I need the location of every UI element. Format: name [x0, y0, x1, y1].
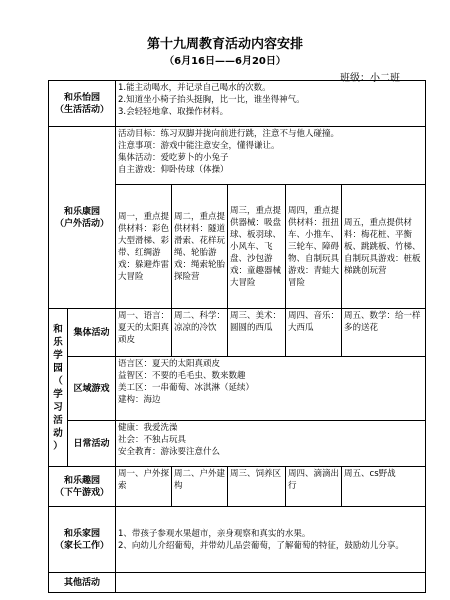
row-other [49, 573, 426, 593]
area-line: 美工区：一串葡萄、冰淇淋（延续） [118, 383, 255, 393]
group-activity-label: 集体活动 [68, 309, 116, 357]
row-learning-group [49, 309, 426, 357]
area-content [116, 357, 426, 421]
games-day-mon: 周一、户外探索 [116, 467, 172, 507]
daily-line: 安全教育：游泳要注意什么 [118, 447, 221, 457]
outdoor-day-tue: 周二，重点提供材料：隧道滑索、花样玩绳、轮胎游戏：绳索轮胎探险营 [172, 185, 228, 309]
section-other: 其他活动 [49, 573, 116, 593]
outdoor-day-wed: 周三，重点提供器械：吸盘球、板羽球、小风车、飞盘、沙包游戏：童趣器械大冒险 [228, 185, 286, 309]
section-learning: 和 乐 学 园 （ 学 习 活 动 ） [49, 309, 68, 467]
games-day-fri: 周五、cs野战 [342, 467, 426, 507]
group-day-fri: 周五、数学：给一样多的送花 [342, 309, 426, 357]
row-outdoor-top [49, 127, 426, 185]
life-line: 1.能主动喝水，并记录自己喝水的次数。 [118, 83, 271, 93]
section-life: 和乐怡园 （生活活动） [49, 81, 116, 127]
life-line: 2.知道坐小椅子抬头挺胸，比一比，谁坐得神气。 [118, 95, 305, 105]
life-content [116, 81, 426, 127]
home-line: 2、向幼儿介绍葡萄，并带幼儿品尝葡萄，了解葡萄的特征，鼓励幼儿分享。 [118, 540, 404, 551]
outdoor-day-thu: 周四，重点提供材料：扭扭车、小推车、三轮车、障碍物、自制玩具游戏：青蛙大冒险 [286, 185, 342, 309]
daily-content [116, 421, 426, 467]
group-day-thu: 周四、音乐：大西瓜 [286, 309, 342, 357]
other-content [116, 573, 426, 593]
home-content [116, 507, 426, 573]
row-home [49, 507, 426, 573]
date-range: （6月16日——6月20日） [164, 56, 286, 67]
row-games [49, 467, 426, 507]
outdoor-day-mon: 周一，重点提供材料：彩色大型滑梯、彩带、红绸游戏：躲避炸雷大冒险 [116, 185, 172, 309]
group-day-tue: 周二、科学：凉凉的冷饮 [172, 309, 228, 357]
life-line: 3.会轻轻地拿、取操作材料。 [118, 107, 229, 117]
group-day-mon: 周一、语言：夏天的太阳真顽皮 [116, 309, 172, 357]
section-home: 和乐家园 （家长工作） [49, 507, 116, 573]
row-learning-area [49, 357, 426, 421]
area-line: 益智区：不要的毛毛虫、数来数趣 [118, 371, 246, 381]
row-learning-daily [49, 421, 426, 467]
section-outdoor: 和乐康园 （户外活动） [49, 127, 116, 309]
section-games: 和乐趣园 （下午游戏） [49, 467, 116, 507]
row-life [49, 81, 426, 127]
outdoor-day-fri: 周五，重点提供材料：梅花桩、平衡板、跳跳板、竹梯、自制玩具游戏：桩板梯跳创玩营 [342, 185, 426, 309]
home-line: 1、带孩子参观水果超市，亲身观察和真实的水果。 [118, 528, 311, 539]
area-line: 语言区：夏天的太阳真顽皮 [118, 359, 221, 369]
daily-line: 社会：不独占玩具 [118, 435, 187, 445]
area-game-label: 区域游戏 [68, 357, 116, 421]
area-line: 建构：海边 [118, 395, 161, 405]
daily-activity-label: 日常活动 [68, 421, 116, 467]
games-day-tue: 周二、户外建构 [172, 467, 228, 507]
group-day-wed: 周三、美术：圆圆的西瓜 [228, 309, 286, 357]
class-label: 班级：小二班 [340, 73, 400, 84]
page-title: 第十九周教育活动内容安排 [146, 37, 303, 52]
games-day-thu: 周四、滴滴出行 [286, 467, 342, 507]
games-day-wed: 周三、饲养区 [228, 467, 286, 507]
outdoor-line: 注意事项：游戏中能注意安全，懂得谦让。 [118, 141, 280, 151]
outdoor-line: 自主游戏：仰卧传球（体操） [118, 165, 229, 175]
outdoor-line: 活动目标：练习双脚并拢向前进行跳，注意不与他人碰撞。 [118, 129, 340, 139]
outdoor-content [116, 127, 426, 185]
schedule-table [48, 80, 426, 593]
daily-line: 健康：我爱洗澡 [118, 423, 178, 433]
outdoor-line: 集体活动：爱吃萝卜的小兔子 [118, 153, 229, 163]
